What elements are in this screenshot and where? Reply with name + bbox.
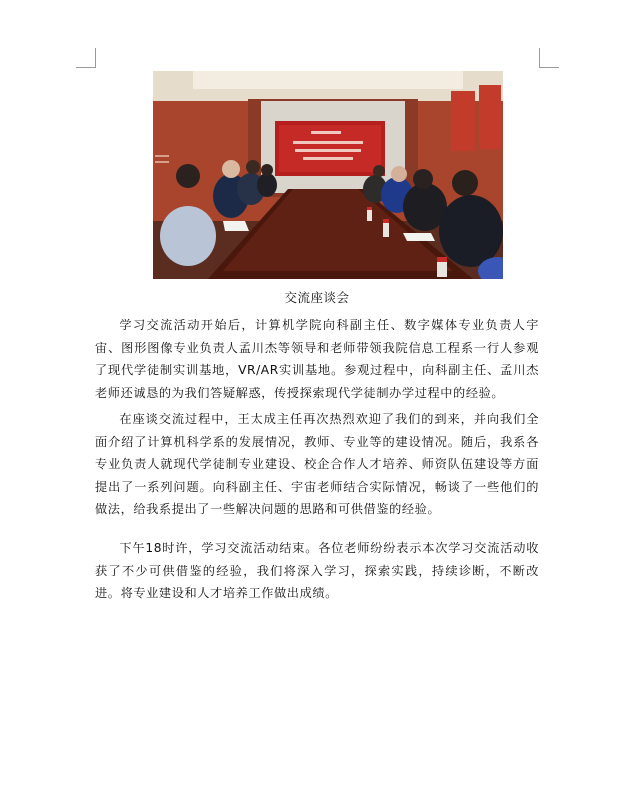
margin-mark-top-left <box>76 67 96 68</box>
paragraph: 在座谈交流过程中，王太成主任再次热烈欢迎了我们的到来，并向我们全面介绍了计算机科学系的发展情况，教师、专业等的建设情况。随后，我系各专业负责人就现代学徒制专业建设、校企合作人才培养、师资队伍建设等方面提出了一系列问题。向科副主任、宇宙老师结合实际情况，畅谈了一些他们的做法，给我系提出了一些解决问题的思路和可供借鉴的经验。 <box>95 412 539 516</box>
meeting-room-photo <box>153 71 503 279</box>
margin-mark-top-left <box>95 48 96 68</box>
paragraph: 下午18时许，学习交流活动结束。各位老师纷纷表示本次学习交流活动收获了不少可供借鉴的经验，我们将深入学习，探索实践，持续诊断，不断改进。将专业建设和人才培养工作做出成绩。 <box>95 541 539 600</box>
photo-caption: 交流座谈会 <box>284 290 350 305</box>
margin-mark-top-right <box>539 48 540 68</box>
paragraph: 学习交流活动开始后，计算机学院向科副主任、数字媒体专业负责人宇宙、图形图像专业负责人孟川杰等领导和老师带领我院信息工程系一行人参观了现代学徒制实训基地，VR/AR实训基地。参观过程中，向科副主任、孟川杰老师还诚恳的为我们答疑解惑，传授探索现代学徒制办学过程中的经验。 <box>95 318 539 400</box>
margin-mark-top-right <box>539 67 559 68</box>
